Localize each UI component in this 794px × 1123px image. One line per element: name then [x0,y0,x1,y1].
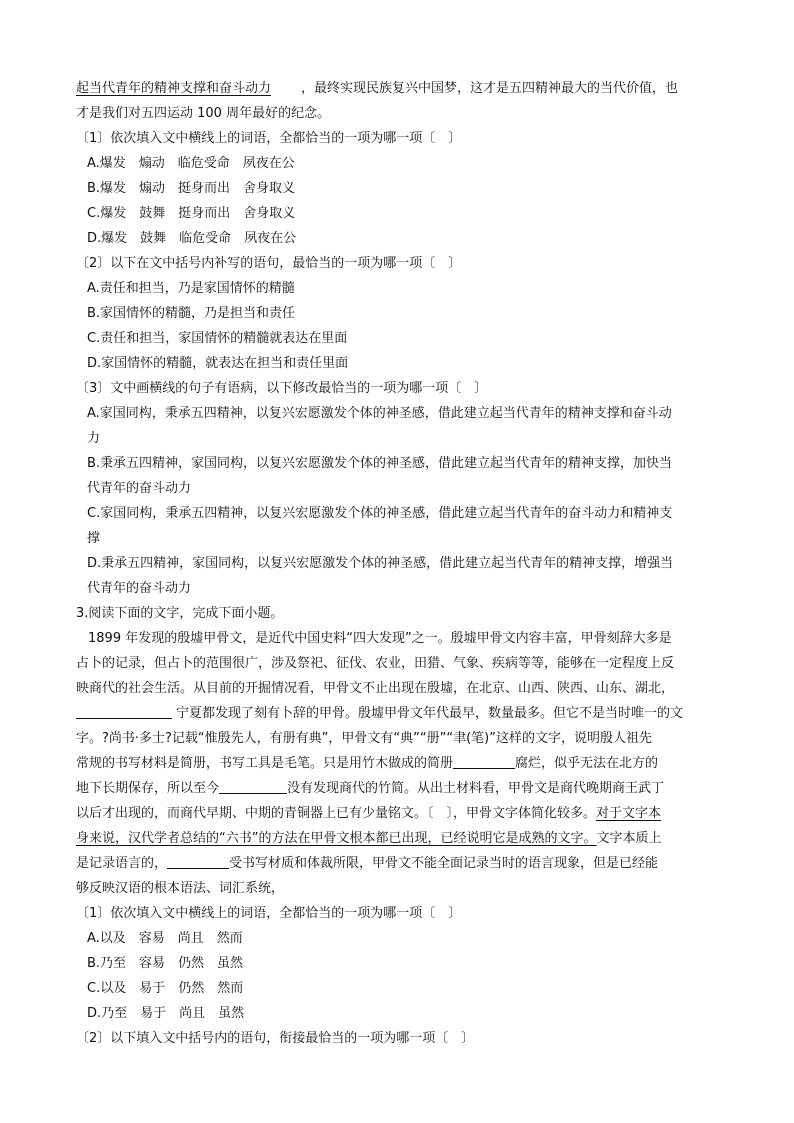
answer-option[interactable]: B.乃至 容易 仍然 虽然 [87,956,244,971]
fill-blank-1[interactable] [76,702,172,719]
passage-line: 才是我们对五四运动 100 周年最好的纪念。 [76,106,331,121]
answer-option-wrap: 力 [87,431,101,446]
answer-option[interactable]: B.秉承五四精神，家国同构，以复兴宏愿激发个体的神圣感，借此建立起当代青年的精神支撑，加快当 [87,456,673,471]
passage-line: 1899 年发现的殷墟甲骨文，是近代中国史料“四大发现”之一。殷墟甲骨文内容丰富，甲骨刻辞大多是 [88,631,672,646]
passage-text: 宁夏都发现了刻有卜辞的甲骨。殷墟甲骨文年代最早，数量最多。但它不是当时唯一的文 [176,706,684,721]
fill-blank-2[interactable] [453,752,515,769]
answer-option[interactable]: A.以及 容易 尚且 然而 [87,931,243,946]
passage-text: 是记录语言的， [76,856,168,871]
answer-option-wrap: 代青年的奋斗动力 [87,481,192,496]
answer-option-wrap: 撑 [87,531,101,546]
underlined-sentence: 对于文字本 [596,806,662,821]
question-stem: 〔1〕依次填入文中横线上的词语，全都恰当的一项为哪一项〔 〕 [76,131,462,146]
answer-option-wrap: 代青年的奋斗动力 [87,581,192,596]
passage-line: 够反映汉语的根本语法、词汇系统， [76,881,285,896]
passage-text: 文字本质上 [596,831,662,846]
passage-text: 没有发现商代的竹简。从出土材料看，甲骨文是商代晚期商王武丁 [287,781,665,796]
question-stem: 〔3〕文中画横线的句子有语病，以下修改最恰当的一项为哪一项〔 〕 [76,381,488,396]
passage-text: 腐烂，似乎无法在北方的 [515,756,659,771]
fill-blank-4[interactable] [167,852,229,869]
passage-line: 字。?尚书·多士?记载“惟殷先人，有册有典”，甲骨文有“典”“册”“聿(笔)”这样的文字，说明殷人祖先 [76,731,652,746]
answer-option[interactable]: D.秉承五四精神，家国同构，以复兴宏愿激发个体的神圣感，借此建立起当代青年的精神支撑，增强当 [87,556,674,571]
answer-option[interactable]: D.爆发 鼓舞 临危受命 夙夜在公 [87,231,297,246]
passage-line: 映商代的社会生活。从目前的开掘情况看，甲骨文不止出现在殷墟，在北京、山西、陕西、山东、湖北， [76,681,675,696]
answer-option[interactable]: B.家国情怀的精髓，乃是担当和责任 [87,306,296,321]
answer-option[interactable]: C.家国同构，秉承五四精神，以复兴宏愿激发个体的神圣感，借此建立起当代青年的奋斗动力和精神支 [87,506,673,521]
answer-option[interactable]: A.爆发 煽动 临危受命 夙夜在公 [87,156,295,171]
answer-option[interactable]: D.乃至 易于 尚且 虽然 [87,1006,245,1021]
passage-line [76,826,718,851]
passage-text: 受书写材质和体裁所限，甲骨文不能全面记录当时的语言现象，但是已经能 [229,856,659,871]
passage-line [76,776,718,801]
answer-option[interactable]: C.爆发 鼓舞 挺身而出 舍身取义 [87,206,296,221]
answer-option[interactable]: A.家国同构，秉承五四精神，以复兴宏愿激发个体的神圣感，借此建立起当代青年的精神支撑和奋斗动 [87,406,672,421]
passage-line: 占卜的记录，但占卜的范围很广，涉及祭祀、征伐、农业，田猎、气象、疾病等等，能够在一定程度上反 [76,656,675,671]
passage-line [76,751,718,776]
passage-text: 以后才出现的，而商代早期、中期的青铜器上已有少量铭文。〔 〕，甲骨文字体简化较多。 [76,806,597,821]
answer-option[interactable]: A.责任和担当，乃是家国情怀的精髓 [87,281,295,296]
answer-option[interactable]: C.责任和担当，家国情怀的精髓就表达在里面 [87,331,348,346]
answer-option[interactable]: D.家国情怀的精髓，就表达在担当和责任里面 [87,356,349,371]
question-stem: 〔2〕以下在文中括号内补写的语句，最恰当的一项为哪一项〔 〕 [76,256,462,271]
passage-text: 地下长期保存，所以至今 [76,781,220,796]
passage-line [76,701,718,726]
underlined-sentence: 身来说，汉代学者总结的“六书”的方法在甲骨文根本都已出现，已经说明它是成熟的文字。 [76,831,597,846]
passage-line [76,801,718,826]
question-stem: 〔2〕以下填入文中括号内的语句，衔接最恰当的一项为哪一项〔 〕 [76,1031,475,1046]
question-stem: 〔1〕依次填入文中横线上的词语，全都恰当的一项为哪一项〔 〕 [76,906,462,921]
answer-option[interactable]: B.爆发 煽动 挺身而出 舍身取义 [87,181,296,196]
underlined-sentence: 起当代青年的精神支撑和奋斗动力 [76,81,272,96]
passage-line [76,851,718,876]
passage-text: ，最终实现民族复兴中国梦，这才是五四精神最大的当代价值，也 [301,81,679,96]
answer-option[interactable]: C.以及 易于 仍然 然而 [87,981,244,996]
passage-text: 常规的书写材料是简册，书写工具是毛笔。只是用竹木做成的简册 [76,756,454,771]
passage-line [76,76,718,101]
question-header: 3.阅读下面的文字，完成下面小题。 [76,606,284,621]
fill-blank-3[interactable] [219,777,287,794]
